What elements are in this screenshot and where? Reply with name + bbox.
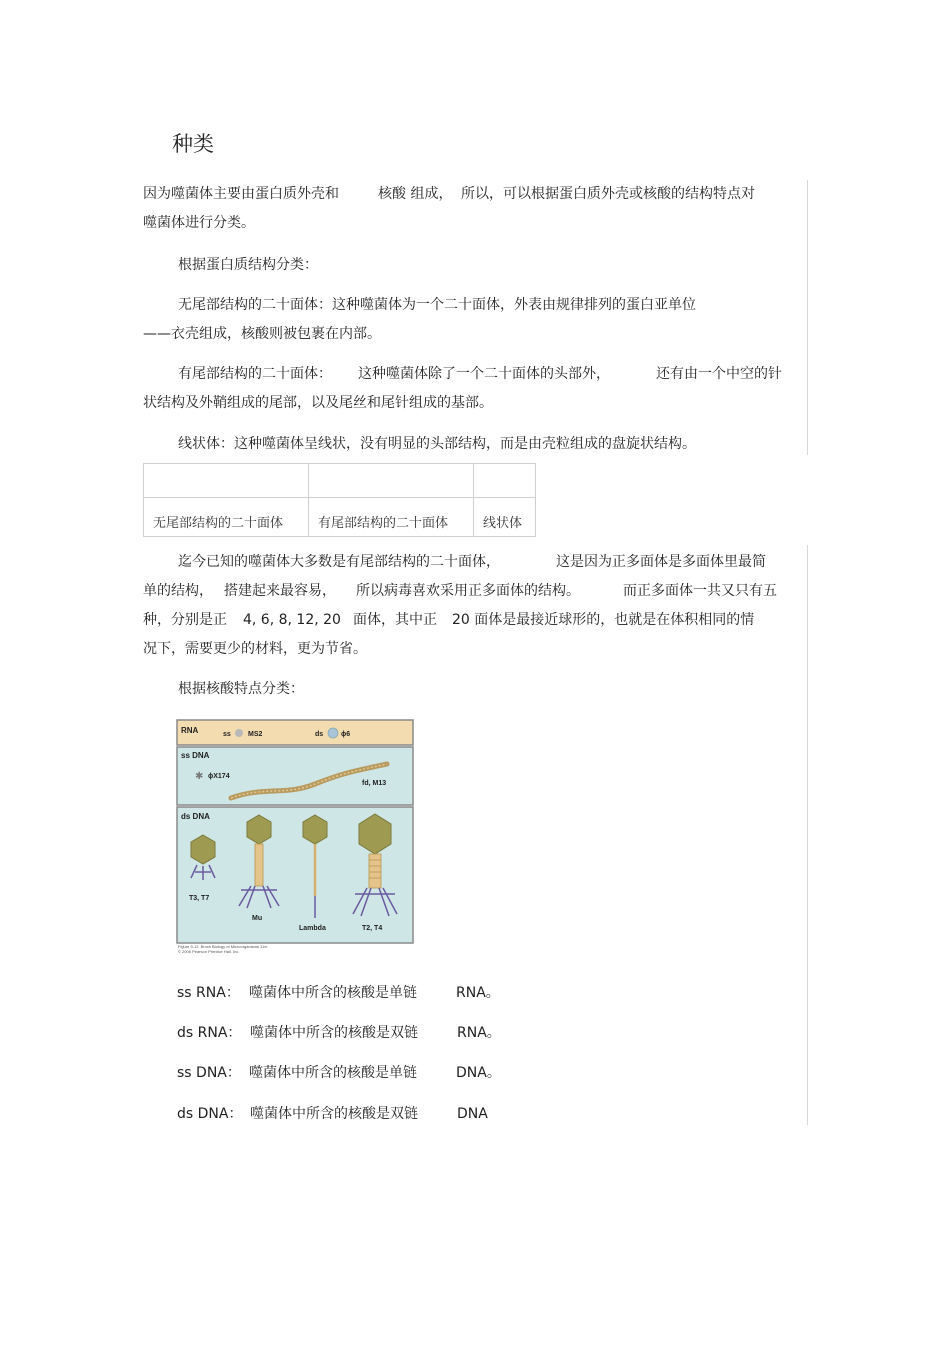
tailed-line2: 状结构及外鞘组成的尾部，以及尾丝和尾针组成的基部。: [143, 395, 493, 411]
section-heading: 种类: [172, 132, 214, 156]
type-name: ss RNA：: [177, 985, 240, 1001]
table-cell-empty: [309, 464, 474, 498]
type-desc: 噬菌体中所含的核酸是双链: [250, 1106, 418, 1122]
p2-line4: 况下，需要更少的材料，更为节省。: [143, 641, 367, 657]
p2-line2b: 搭建起来最容易，: [224, 583, 336, 599]
tailed-line1b: 这种噬菌体除了一个二十面体的头部外，: [358, 366, 610, 382]
p2-line2a: 单的结构，: [143, 583, 213, 599]
type-desc: 噬菌体中所含的核酸是单链: [249, 1065, 417, 1081]
lambda-label: Lambda: [299, 925, 326, 932]
type-desc: 噬菌体中所含的核酸是单链: [249, 985, 417, 1001]
tailless-line2: ——衣壳组成，核酸则被包裹在内部。: [143, 326, 381, 342]
intro-line1b: 核酸 组成，: [378, 186, 453, 202]
table-cell-empty: [144, 464, 309, 498]
p2-line3b: 4, 6, 8, 12, 20: [243, 612, 341, 628]
fdm13-label: fd, M13: [362, 780, 387, 787]
ss-label: ss: [223, 731, 231, 738]
phage-classification-figure: [175, 718, 415, 956]
phix174-virus-icon: ✱: [195, 771, 204, 782]
p2-line3a: 种，分别是正: [143, 612, 227, 628]
ds-label: ds: [315, 731, 324, 738]
type-name: ss DNA：: [177, 1065, 241, 1081]
type-acid: DNA。: [456, 1065, 501, 1081]
figure-caption: Figure 9-12. Brock Biology of Microorganisms 11/e: [178, 944, 268, 949]
ssdna-label: ss DNA: [181, 751, 210, 760]
p2-line3c: 面体，其中正: [353, 612, 437, 628]
mu-label: Mu: [252, 915, 263, 922]
type-acid: RNA。: [456, 985, 500, 1001]
tailless-line1: 无尾部结构的二十面体：这种噬菌体为一个二十面体，外表由规律排列的蛋白亚单位: [178, 297, 696, 313]
p2-line3d: 20 面体是最接近球形的，也就是在体积相同的情: [452, 612, 755, 628]
table-cell-tailed: 有尾部结构的二十面体: [309, 498, 474, 537]
type-acid: DNA: [457, 1106, 488, 1122]
p2-line2c: 所以病毒喜欢采用正多面体的结构。: [356, 583, 580, 599]
intro-line1c: 所以，可以根据蛋白质外壳或核酸的结构特点对: [461, 186, 755, 202]
type-acid: RNA。: [457, 1025, 501, 1041]
phi6-label: ϕ6: [341, 731, 351, 738]
phi6-virus-icon: [328, 728, 338, 738]
table-row: [144, 498, 536, 537]
type-desc: 噬菌体中所含的核酸是双链: [250, 1025, 418, 1041]
p2-line2d: 而正多面体一共又只有五: [623, 583, 777, 599]
classification-table: [143, 463, 536, 537]
phix174-label: ϕX174: [208, 773, 230, 780]
table-cell-empty: [474, 464, 536, 498]
intro-line1a: 因为噬菌体主要由蛋白质外壳和: [143, 186, 339, 202]
tailed-line1c: 还有由一个中空的针: [656, 366, 782, 382]
intro-line2: 噬菌体进行分类。: [143, 215, 255, 231]
rna-label: RNA: [181, 726, 199, 735]
ms2-label: MS2: [248, 731, 263, 738]
ms2-virus-icon: [235, 729, 243, 737]
p2-line1a: 迄今已知的噬菌体大多数是有尾部结构的二十面体，: [178, 554, 500, 570]
dsdna-label: ds DNA: [181, 812, 210, 821]
tailed-line1a: 有尾部结构的二十面体：: [178, 366, 332, 382]
table-cell-filament: 线状体: [474, 498, 536, 537]
table-header-row: [144, 464, 536, 498]
t3t7-label: T3, T7: [189, 895, 210, 902]
type-name: ds DNA：: [177, 1106, 243, 1122]
t2t4-label: T2, T4: [362, 925, 383, 932]
p2-line1b: 这是因为正多面体是多面体里最简: [556, 554, 766, 570]
figure-copyright: © 2006 Pearson Prentice Hall, Inc.: [178, 949, 240, 954]
type-name: ds RNA：: [177, 1025, 242, 1041]
table-cell-tailless: 无尾部结构的二十面体: [144, 498, 309, 537]
